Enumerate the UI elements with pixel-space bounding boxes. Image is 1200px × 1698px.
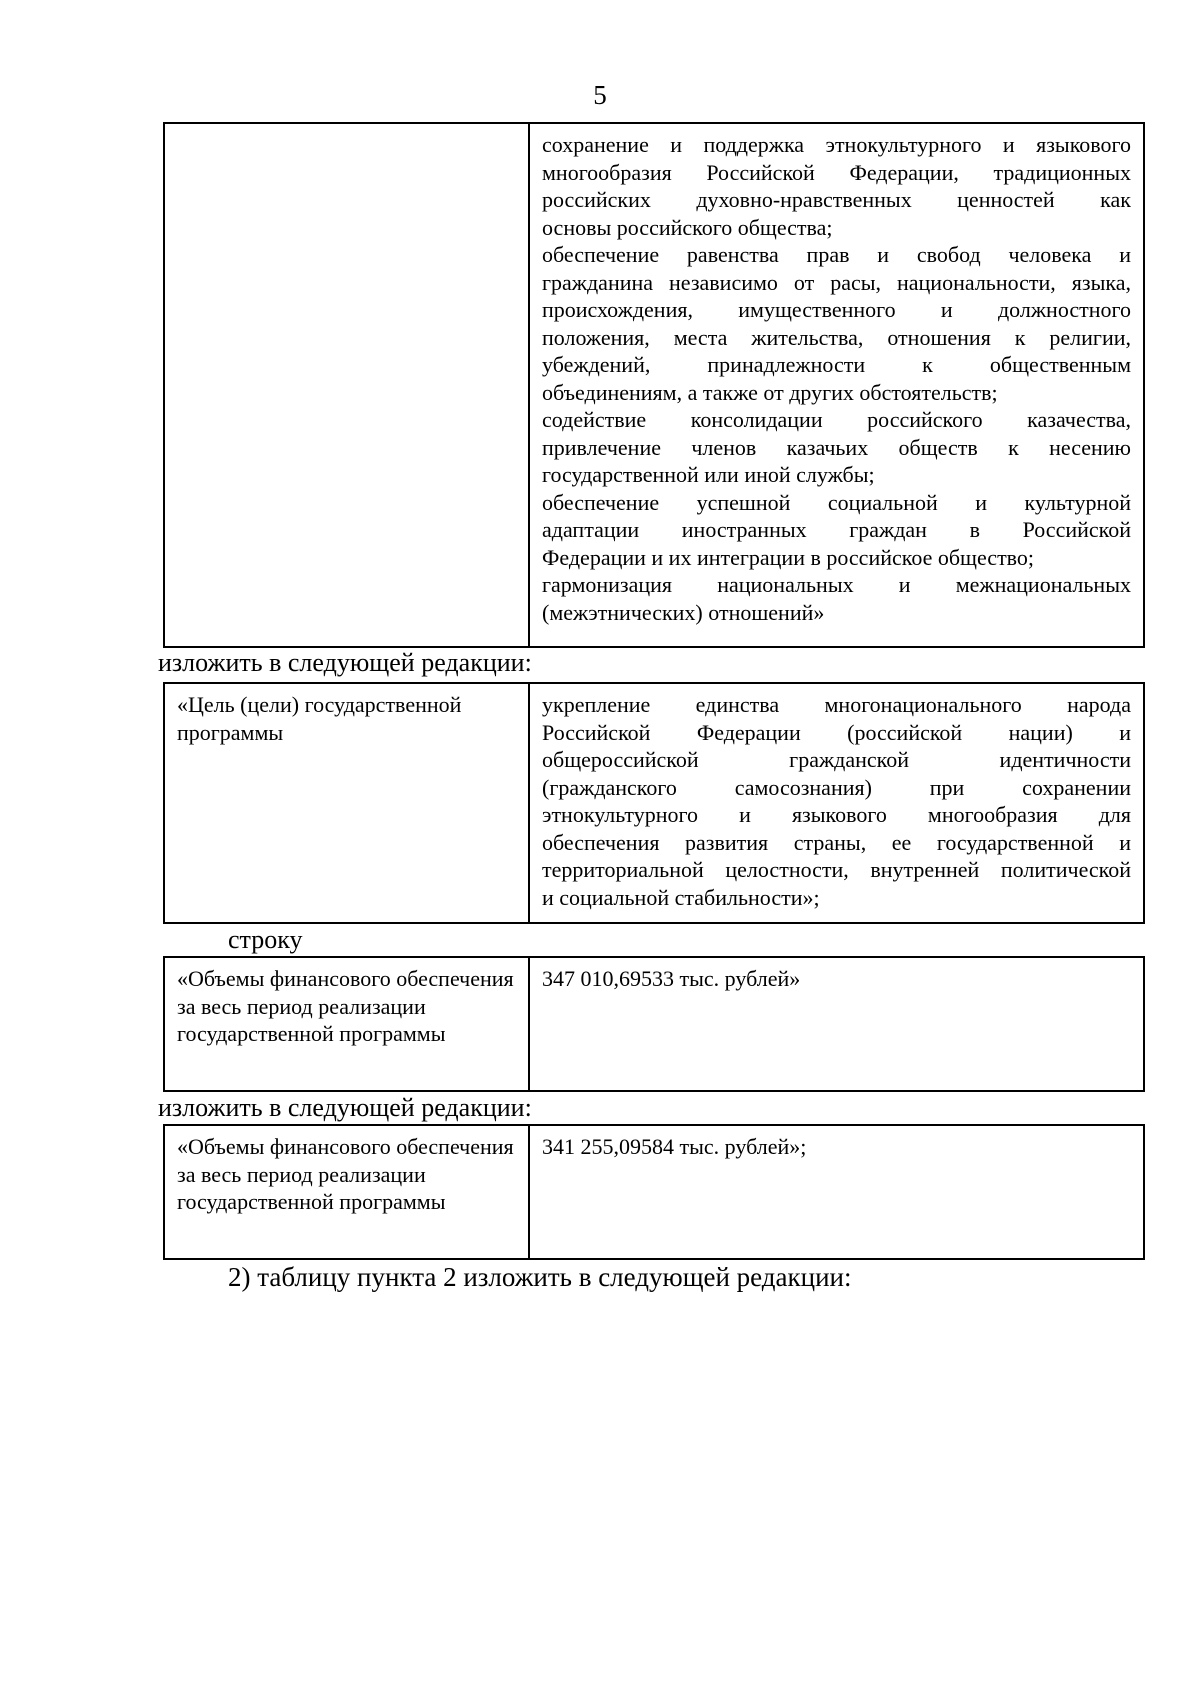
text-line: территориальной целостности, внутренней политической: [542, 857, 1131, 882]
row-value-cell: [529, 123, 1144, 647]
text-line: обеспечение успешной социальной и культурной: [542, 489, 1131, 515]
text-line: адаптации иностранных граждан в Российской: [542, 517, 1131, 542]
row-label-cell: «Цель (цели) государственной программы: [164, 683, 529, 923]
row-value-cell: 341 255,09584 тыс. рублей»;: [529, 1125, 1144, 1259]
text-line: привлечение членов казачьих обществ к несению: [542, 434, 1131, 460]
text-line: (гражданского самосознания) при сохранении: [542, 774, 1131, 800]
text-line: и социальной стабильности»;: [542, 884, 820, 910]
text-line: обеспечения развития страны, ее государственной и: [542, 829, 1131, 855]
table-financing-current: [163, 956, 1145, 1092]
table-row: [164, 957, 1144, 1091]
text-line: убеждений, принадлежности к общественным: [542, 352, 1131, 377]
text-line: сохранение и поддержка этнокультурного и языкового: [542, 132, 1131, 157]
text-line: общероссийской гражданской идентичности: [542, 747, 1131, 772]
text-line: российских духовно-нравственных ценностей как: [542, 187, 1131, 212]
text-line: гражданина независимо от расы, национальности, языка,: [542, 269, 1131, 295]
text-line: Российской Федерации (российской нации) и: [542, 719, 1131, 745]
row-label-cell: «Объемы финансового обеспечения за весь период реализации государственной программы: [164, 1125, 529, 1259]
instruction-text: изложить в следующей редакции:: [158, 1093, 532, 1122]
text-line: этнокультурного и языкового многообразия для: [542, 802, 1131, 827]
table-row: [164, 683, 1144, 923]
text-line: (межэтнических) отношений»: [542, 599, 825, 625]
text-line: обеспечение равенства прав и свобод человека и: [542, 242, 1131, 267]
instruction-text: 2) таблицу пункта 2 изложить в следующей редакции:: [228, 1262, 852, 1292]
text-line: государственной или иной службы;: [542, 462, 875, 487]
row-label-cell: «Объемы финансового обеспечения за весь период реализации государственной программы: [164, 957, 529, 1091]
text-line: происхождения, имущественного и должностного: [542, 297, 1131, 322]
text-line: многообразия Российской Федерации, традиционных: [542, 159, 1131, 185]
text-line: объединениям, а также от других обстоятельств;: [542, 379, 998, 405]
text-line: положения, места жительства, отношения к религии,: [542, 324, 1131, 350]
row-value-cell: 347 010,69533 тыс. рублей»: [529, 957, 1144, 1091]
text-line: укрепление единства многонационального народа: [542, 692, 1131, 717]
text-line: Федерации и их интеграции в российское общество;: [542, 544, 1035, 570]
text-line: гармонизация национальных и межнациональных: [542, 572, 1131, 597]
text-line: содействие консолидации российского казачества,: [542, 407, 1131, 432]
row-value-cell: [529, 683, 1144, 923]
table-financing-new: [163, 1124, 1145, 1260]
row-label-cell: [164, 123, 529, 647]
text-line: основы российского общества;: [542, 214, 833, 240]
table-row: [164, 123, 1144, 647]
table-current-provisions: [163, 122, 1145, 648]
instruction-text: строку: [228, 925, 303, 954]
instruction-text: изложить в следующей редакции:: [158, 648, 532, 677]
table-row: [164, 1125, 1144, 1259]
table-goal-new: [163, 682, 1145, 924]
page-number: 5: [593, 80, 607, 110]
